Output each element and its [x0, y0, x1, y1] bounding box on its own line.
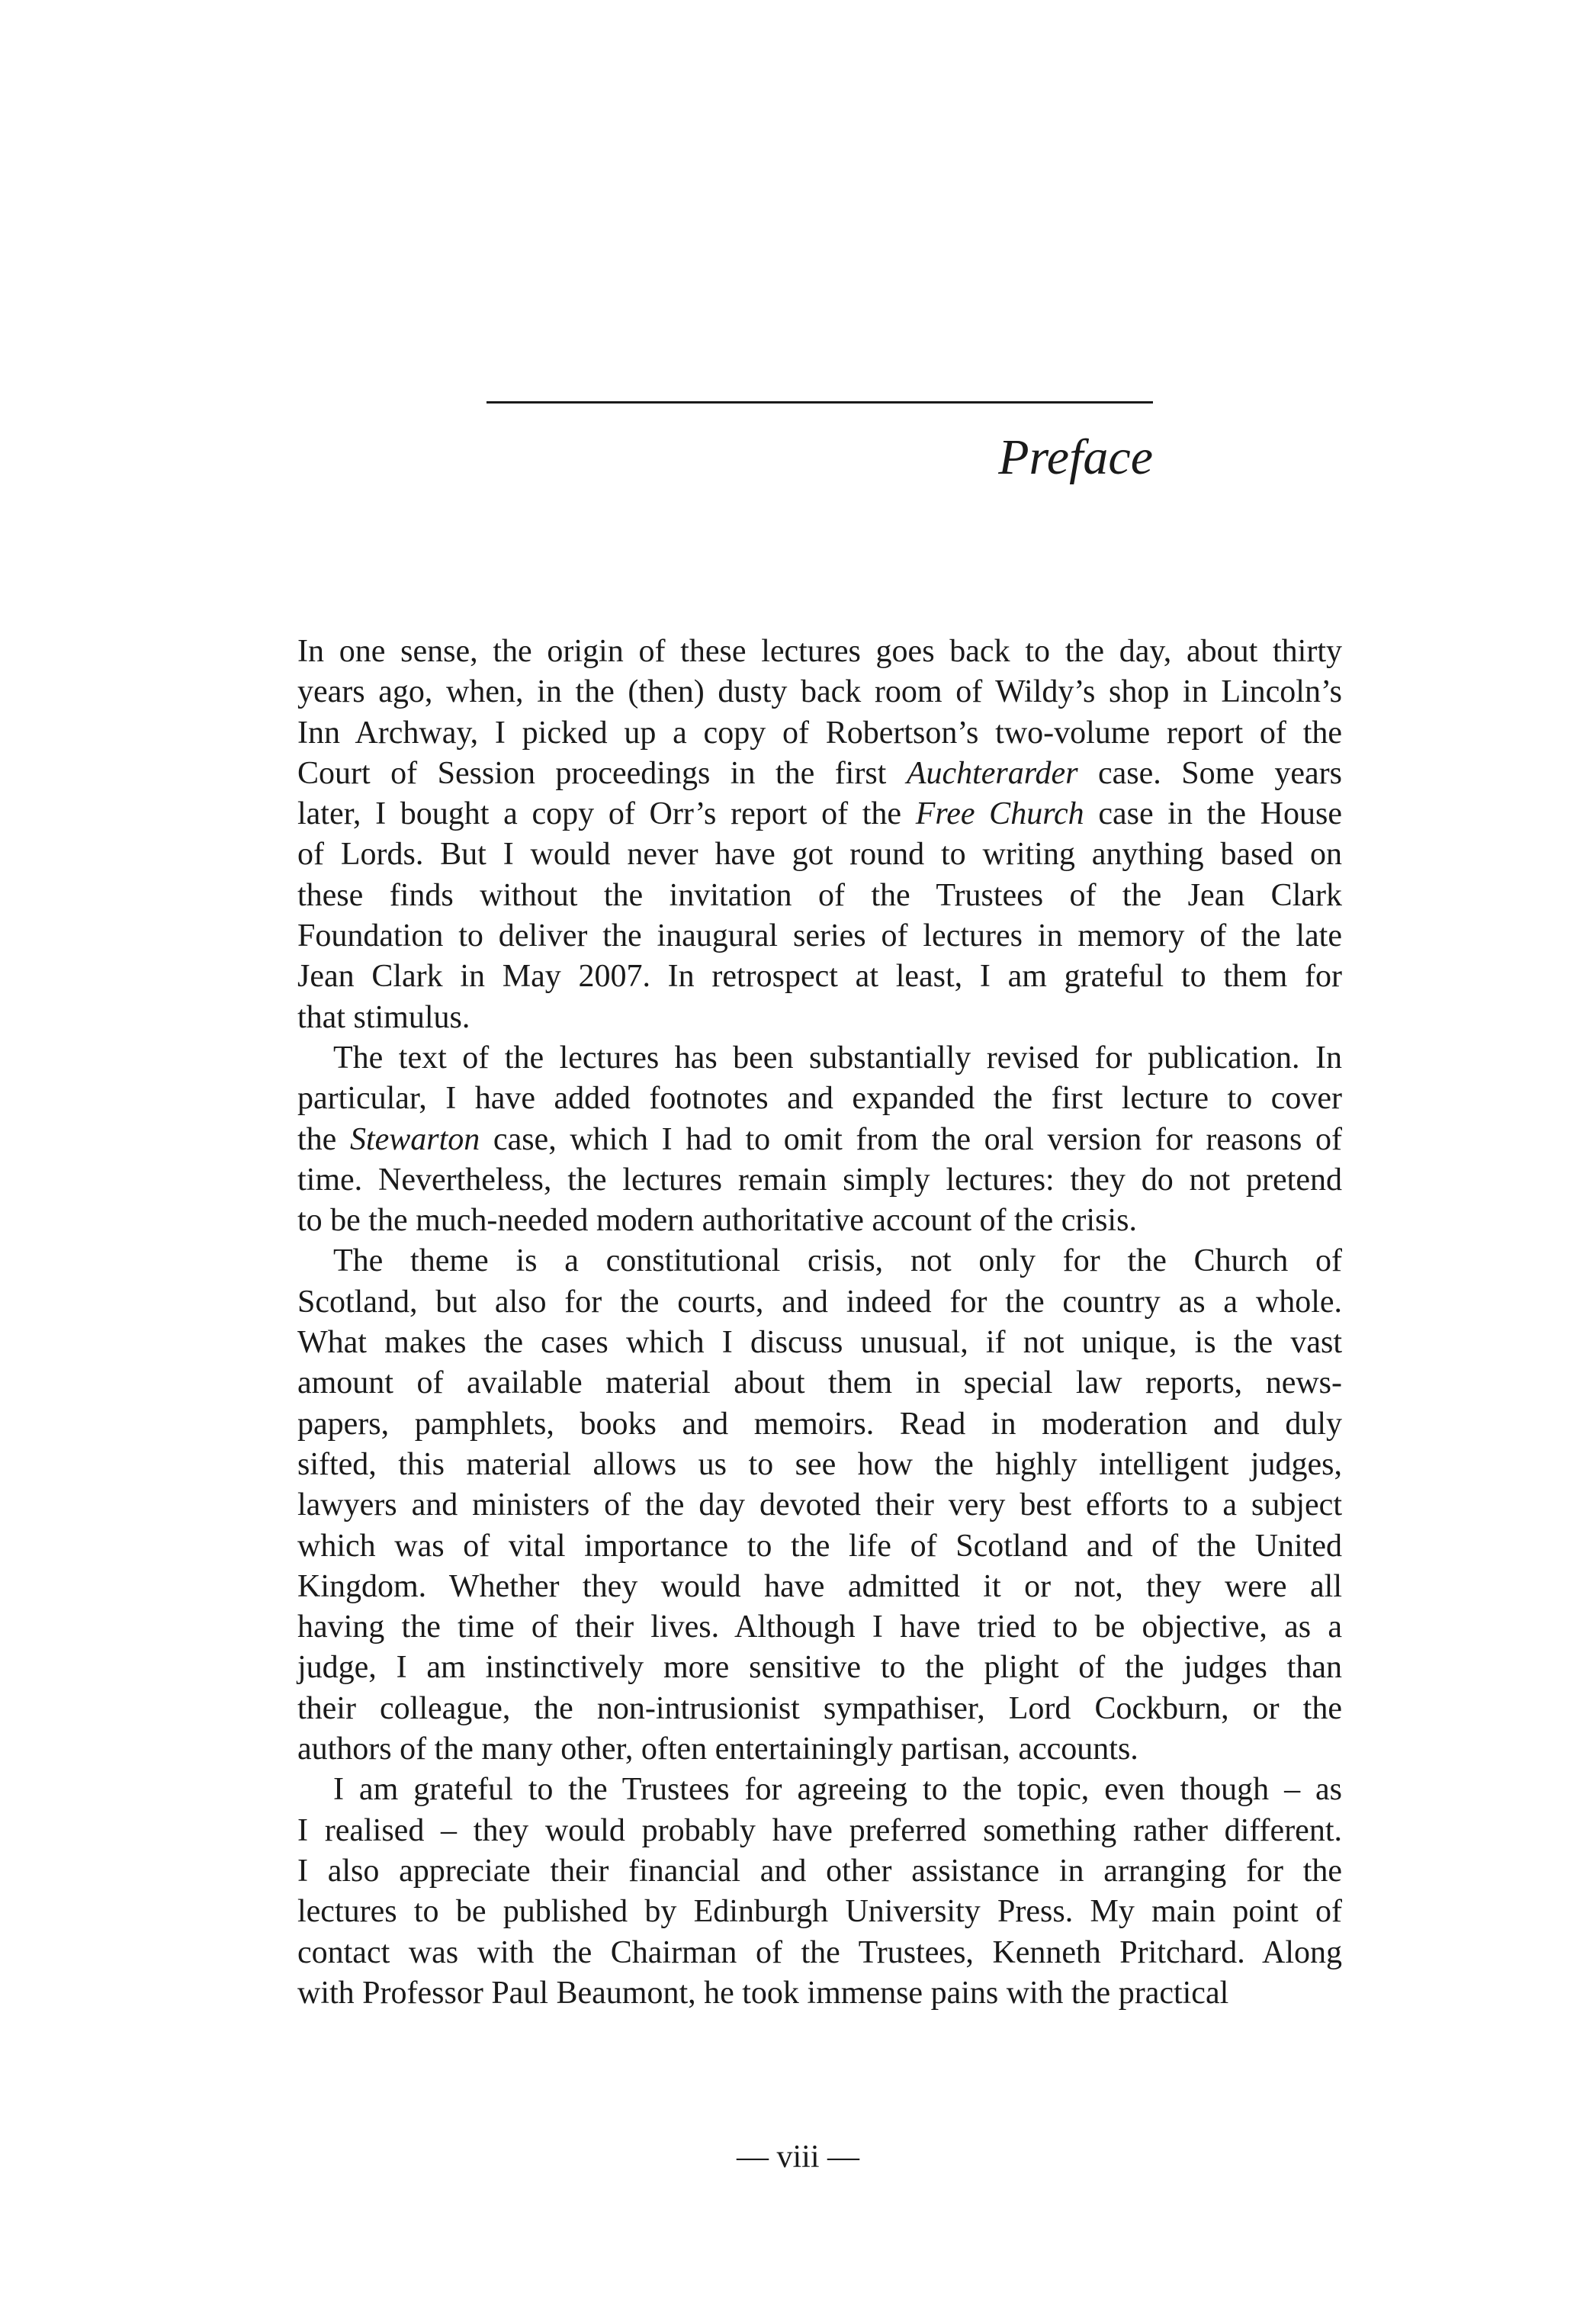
- body-text: [297, 632, 1342, 2014]
- text-line: The theme is a constitutional crisis, not only for the Church of: [333, 1243, 1342, 1279]
- text-line: of Lords. But I would never have got round to writing anything based on: [297, 837, 1342, 873]
- text-line: having the time of their lives. Although I have tried to be objective, as a: [297, 1609, 1342, 1645]
- title-rule: [487, 401, 1153, 404]
- text-line: authors of the many other, often entertainingly partisan, accounts.: [297, 1731, 1138, 1767]
- text-line: later, I bought a copy of Orr’s report of the Free Church case in the House: [297, 796, 1342, 832]
- italic-term: Free Church: [915, 796, 1084, 832]
- text-line: that stimulus.: [297, 999, 470, 1035]
- text-line: to be the much-needed modern authoritative account of the crisis.: [297, 1203, 1137, 1239]
- text-line: contact was with the Chairman of the Trustees, Kenneth Pritchard. Along: [297, 1934, 1342, 1970]
- text-line: I am grateful to the Trustees for agreeing to the topic, even though – as: [333, 1772, 1342, 1808]
- text-line: particular, I have added footnotes and expanded the first lecture to cover: [297, 1081, 1342, 1117]
- text-line: with Professor Paul Beaumont, he took immense pains with the practical: [297, 1975, 1229, 2011]
- text-line: judge, I am instinctively more sensitive to the plight of the judges than: [297, 1650, 1342, 1686]
- text-line: What makes the cases which I discuss unusual, if not unique, is the vast: [297, 1325, 1342, 1361]
- text-line: Kingdom. Whether they would have admitted it or not, they were all: [297, 1568, 1342, 1604]
- text-line: their colleague, the non-intrusionist sympathiser, Lord Cockburn, or the: [297, 1690, 1342, 1726]
- text-line: years ago, when, in the (then) dusty back room of Wildy’s shop in Lincoln’s: [297, 674, 1342, 710]
- text-line: time. Nevertheless, the lectures remain simply lectures: they do not pretend: [297, 1162, 1342, 1198]
- text-line: The text of the lectures has been substantially revised for publication. In: [333, 1040, 1342, 1076]
- text-line: lectures to be published by Edinburgh University Press. My main point of: [297, 1894, 1342, 1930]
- italic-term: Auchterarder: [906, 755, 1078, 791]
- paragraph-3: [297, 1241, 1342, 1770]
- text-line: In one sense, the origin of these lectures goes back to the day, about thirty: [297, 634, 1342, 669]
- text-line: Jean Clark in May 2007. In retrospect at least, I am grateful to them for: [297, 959, 1342, 995]
- text-line: I also appreciate their financial and other assistance in arranging for the: [297, 1853, 1342, 1889]
- text-line: Foundation to deliver the inaugural series of lectures in memory of the late: [297, 918, 1342, 954]
- text-line: Inn Archway, I picked up a copy of Robertson’s two-volume report of the: [297, 715, 1342, 751]
- paragraph-1: [297, 632, 1342, 1038]
- text-line: these finds without the invitation of the Trustees of the Jean Clark: [297, 877, 1342, 913]
- text-line: the Stewarton case, which I had to omit from the oral version for reasons of: [297, 1121, 1343, 1157]
- italic-term: Stewarton: [349, 1121, 480, 1157]
- text-line: lawyers and ministers of the day devoted their very best efforts to a subject: [297, 1487, 1342, 1523]
- paragraph-2: [297, 1038, 1342, 1241]
- text-line: sifted, this material allows us to see how the highly intelligent judges,: [297, 1446, 1342, 1482]
- page-title: Preface: [998, 429, 1153, 485]
- text-line: Scotland, but also for the courts, and indeed for the country as a whole.: [297, 1284, 1342, 1320]
- text-line: Court of Session proceedings in the first Auchterarder case. Some years: [297, 755, 1342, 791]
- text-line: which was of vital importance to the life of Scotland and of the United: [297, 1528, 1342, 1564]
- text-line: papers, pamphlets, books and memoirs. Read in moderation and duly: [297, 1406, 1342, 1442]
- text-line: I realised – they would probably have preferred something rather different.: [297, 1812, 1342, 1848]
- text-line: amount of available material about them in special law reports, news-: [297, 1365, 1342, 1401]
- paragraph-4: [297, 1770, 1342, 2014]
- page-number: — viii —: [736, 2140, 859, 2175]
